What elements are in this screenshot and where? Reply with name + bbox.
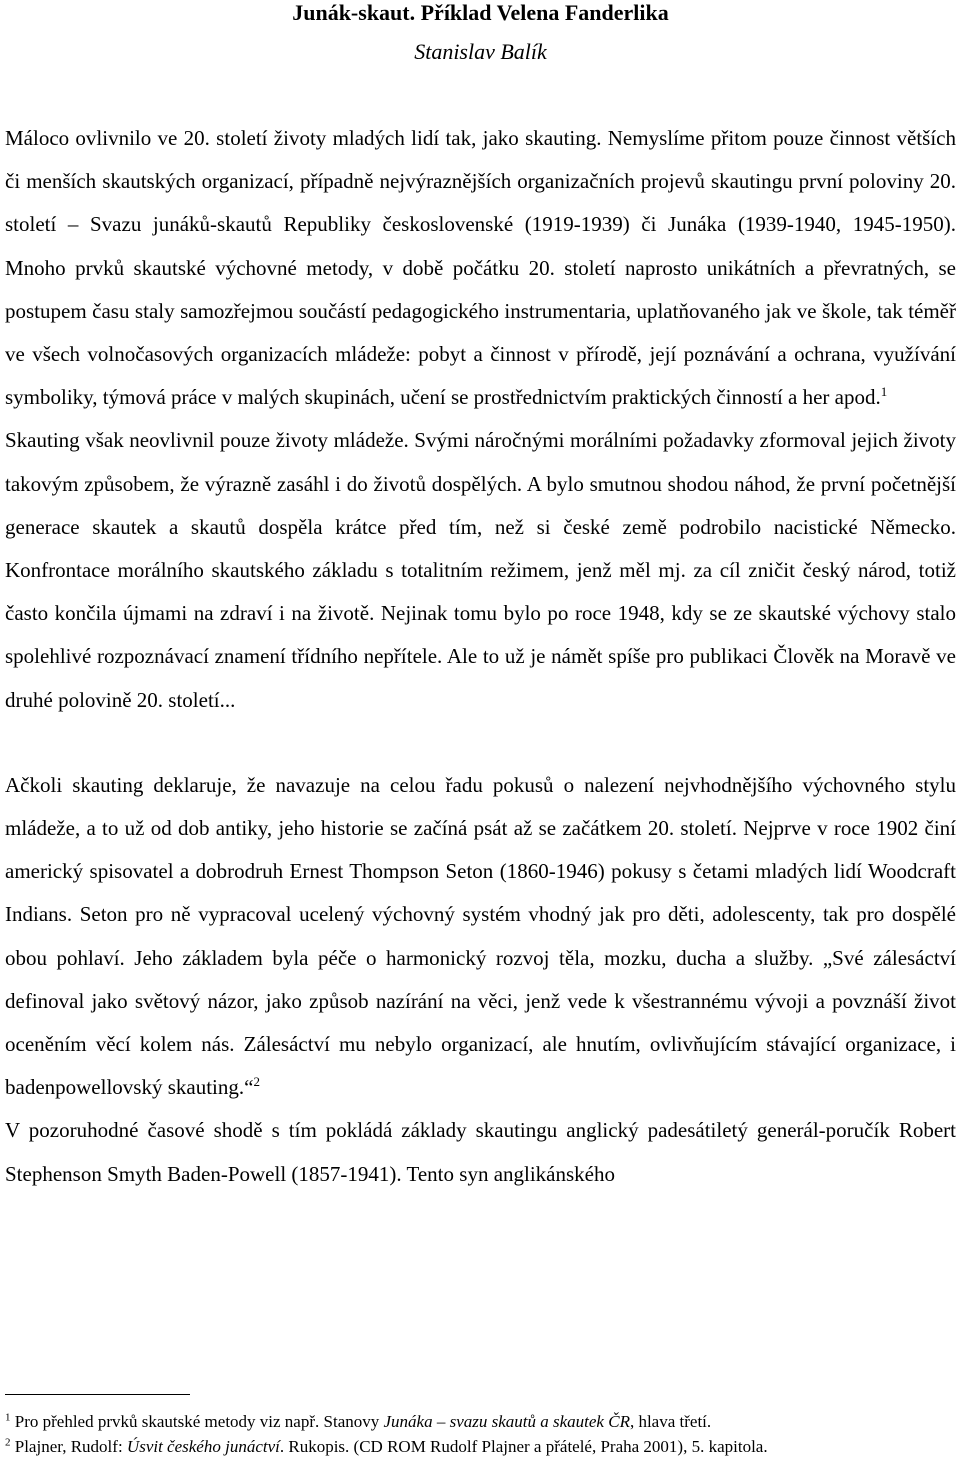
footnote-ref-1[interactable]: 1 bbox=[880, 384, 888, 400]
footnote-2 bbox=[5, 1434, 956, 1459]
paragraph-2: Skauting však neovlivnil pouze životy mládeže. Svými náročnými morálními požadavky zformoval jejich životy takovým způsobem, že výrazně zasáhl i do životů dospělých. A bylo smutnou shodou náhod, že první početnější generace skautek a skautů dospěla krátce před tím, než si české země podrobilo nacistické Německo. Konfrontace morálního skautského základu s totalitním režimem, jenž měl mj. za cíl zničit český národ, totiž často končila újmami na zdraví i na životě. Nejinak tomu bylo po roce 1948, kdy se ze skautské výchovy stalo spolehlivé rozpoznávací znamení třídního nepřítele. Ale to už je námět spíše pro publikaci Člověk na Moravě ve druhé polovině 20. století... bbox=[5, 428, 956, 712]
paragraph-4: V pozoruhodné časové shodě s tím pokládá základy skautingu anglický padesátiletý generál-poručík Robert Stephenson Smyth Baden-Powell (1857-1941). Tento syn anglikánského bbox=[5, 1118, 956, 1186]
paragraph-3 bbox=[5, 764, 956, 1110]
footnote-1-number: 1 bbox=[5, 1411, 11, 1424]
paragraph-1-text: Máloco ovlivnilo ve 20. století životy mladých lidí tak, jako skauting. Nemyslíme přitom pouze činnost větších či menších skautských organizací, případně nejvýraznějších organizačních projevů skautingu první poloviny 20. století – Svazu junáků-skautů Republiky československé (1919-1939) či Junáka (1939-1940, 1945-1950). Mnoho prvků skautské výchovné metody, v době počátku 20. století naprosto unikátních a převratných, se postupem času staly samozřejmou součástí pedagogického instrumentaria, uplatňovaného jak ve škole, tak téměř ve všech volnočasových organizacích mládeže: pobyt a činnost v přírodě, její poznávání a ochrana, využívání symboliky, týmová práce v malých skupinách, učení se prostřednictvím praktických činností a her apod. bbox=[5, 126, 956, 410]
footnote-2-italic: Úsvit českého junáctví bbox=[126, 1437, 280, 1456]
footnote-2-text-a: Plajner, Rudolf: bbox=[10, 1437, 127, 1456]
article-author: Stanislav Balík bbox=[414, 39, 547, 64]
article-title: Junák-skaut. Příklad Velena Fanderlika bbox=[292, 0, 669, 25]
footnote-1-text-a: Pro přehled prvků skautské metody viz např. Stanovy bbox=[10, 1412, 384, 1431]
paragraph-1 bbox=[5, 117, 956, 419]
paragraph-3-text: Ačkoli skauting deklaruje, že navazuje na celou řadu pokusů o nalezení nejvhodnějšího výchovného stylu mládeže, a to už od dob antiky, jeho historie se začíná psát až se začátkem 20. století. Nejprve v roce 1902 činí americký spisovatel a dobrodruh Ernest Thompson Seton (1860-1946) pokusy s četami mladých lidí Woodcraft Indians. Seton pro ně vypracoval ucelený výchovný systém vhodný jak pro děti, adolescenty, tak pro dospělé obou pohlaví. Jeho základem byla péče o harmonický rozvoj těla, mozku, ducha a služby. „Své zálesáctví definoval jako světový názor, jako způsob nazírání na věci, jenž vede k všestrannému vývoji a povznáší život oceněním věcí kolem nás. Zálesáctví mu nebylo organizací, ale hnutím, ovlivňujícím stávající organizace, i badenpowellovský skauting.“ bbox=[5, 772, 956, 1100]
footnote-1-italic: Junáka – svazu skautů a skautek ČR bbox=[383, 1412, 630, 1431]
footnote-1-text-b: , hlava třetí. bbox=[629, 1412, 712, 1431]
footnote-1 bbox=[5, 1409, 956, 1434]
footnote-2-text-b: . Rukopis. (CD ROM Rudolf Plajner a přátelé, Praha 2001), 5. kapitola. bbox=[279, 1437, 768, 1456]
footnote-2-number: 2 bbox=[5, 1436, 11, 1449]
footnote-ref-2[interactable]: 2 bbox=[253, 1074, 260, 1090]
footnote-separator bbox=[5, 1394, 190, 1395]
footnotes-section bbox=[5, 1394, 956, 1459]
